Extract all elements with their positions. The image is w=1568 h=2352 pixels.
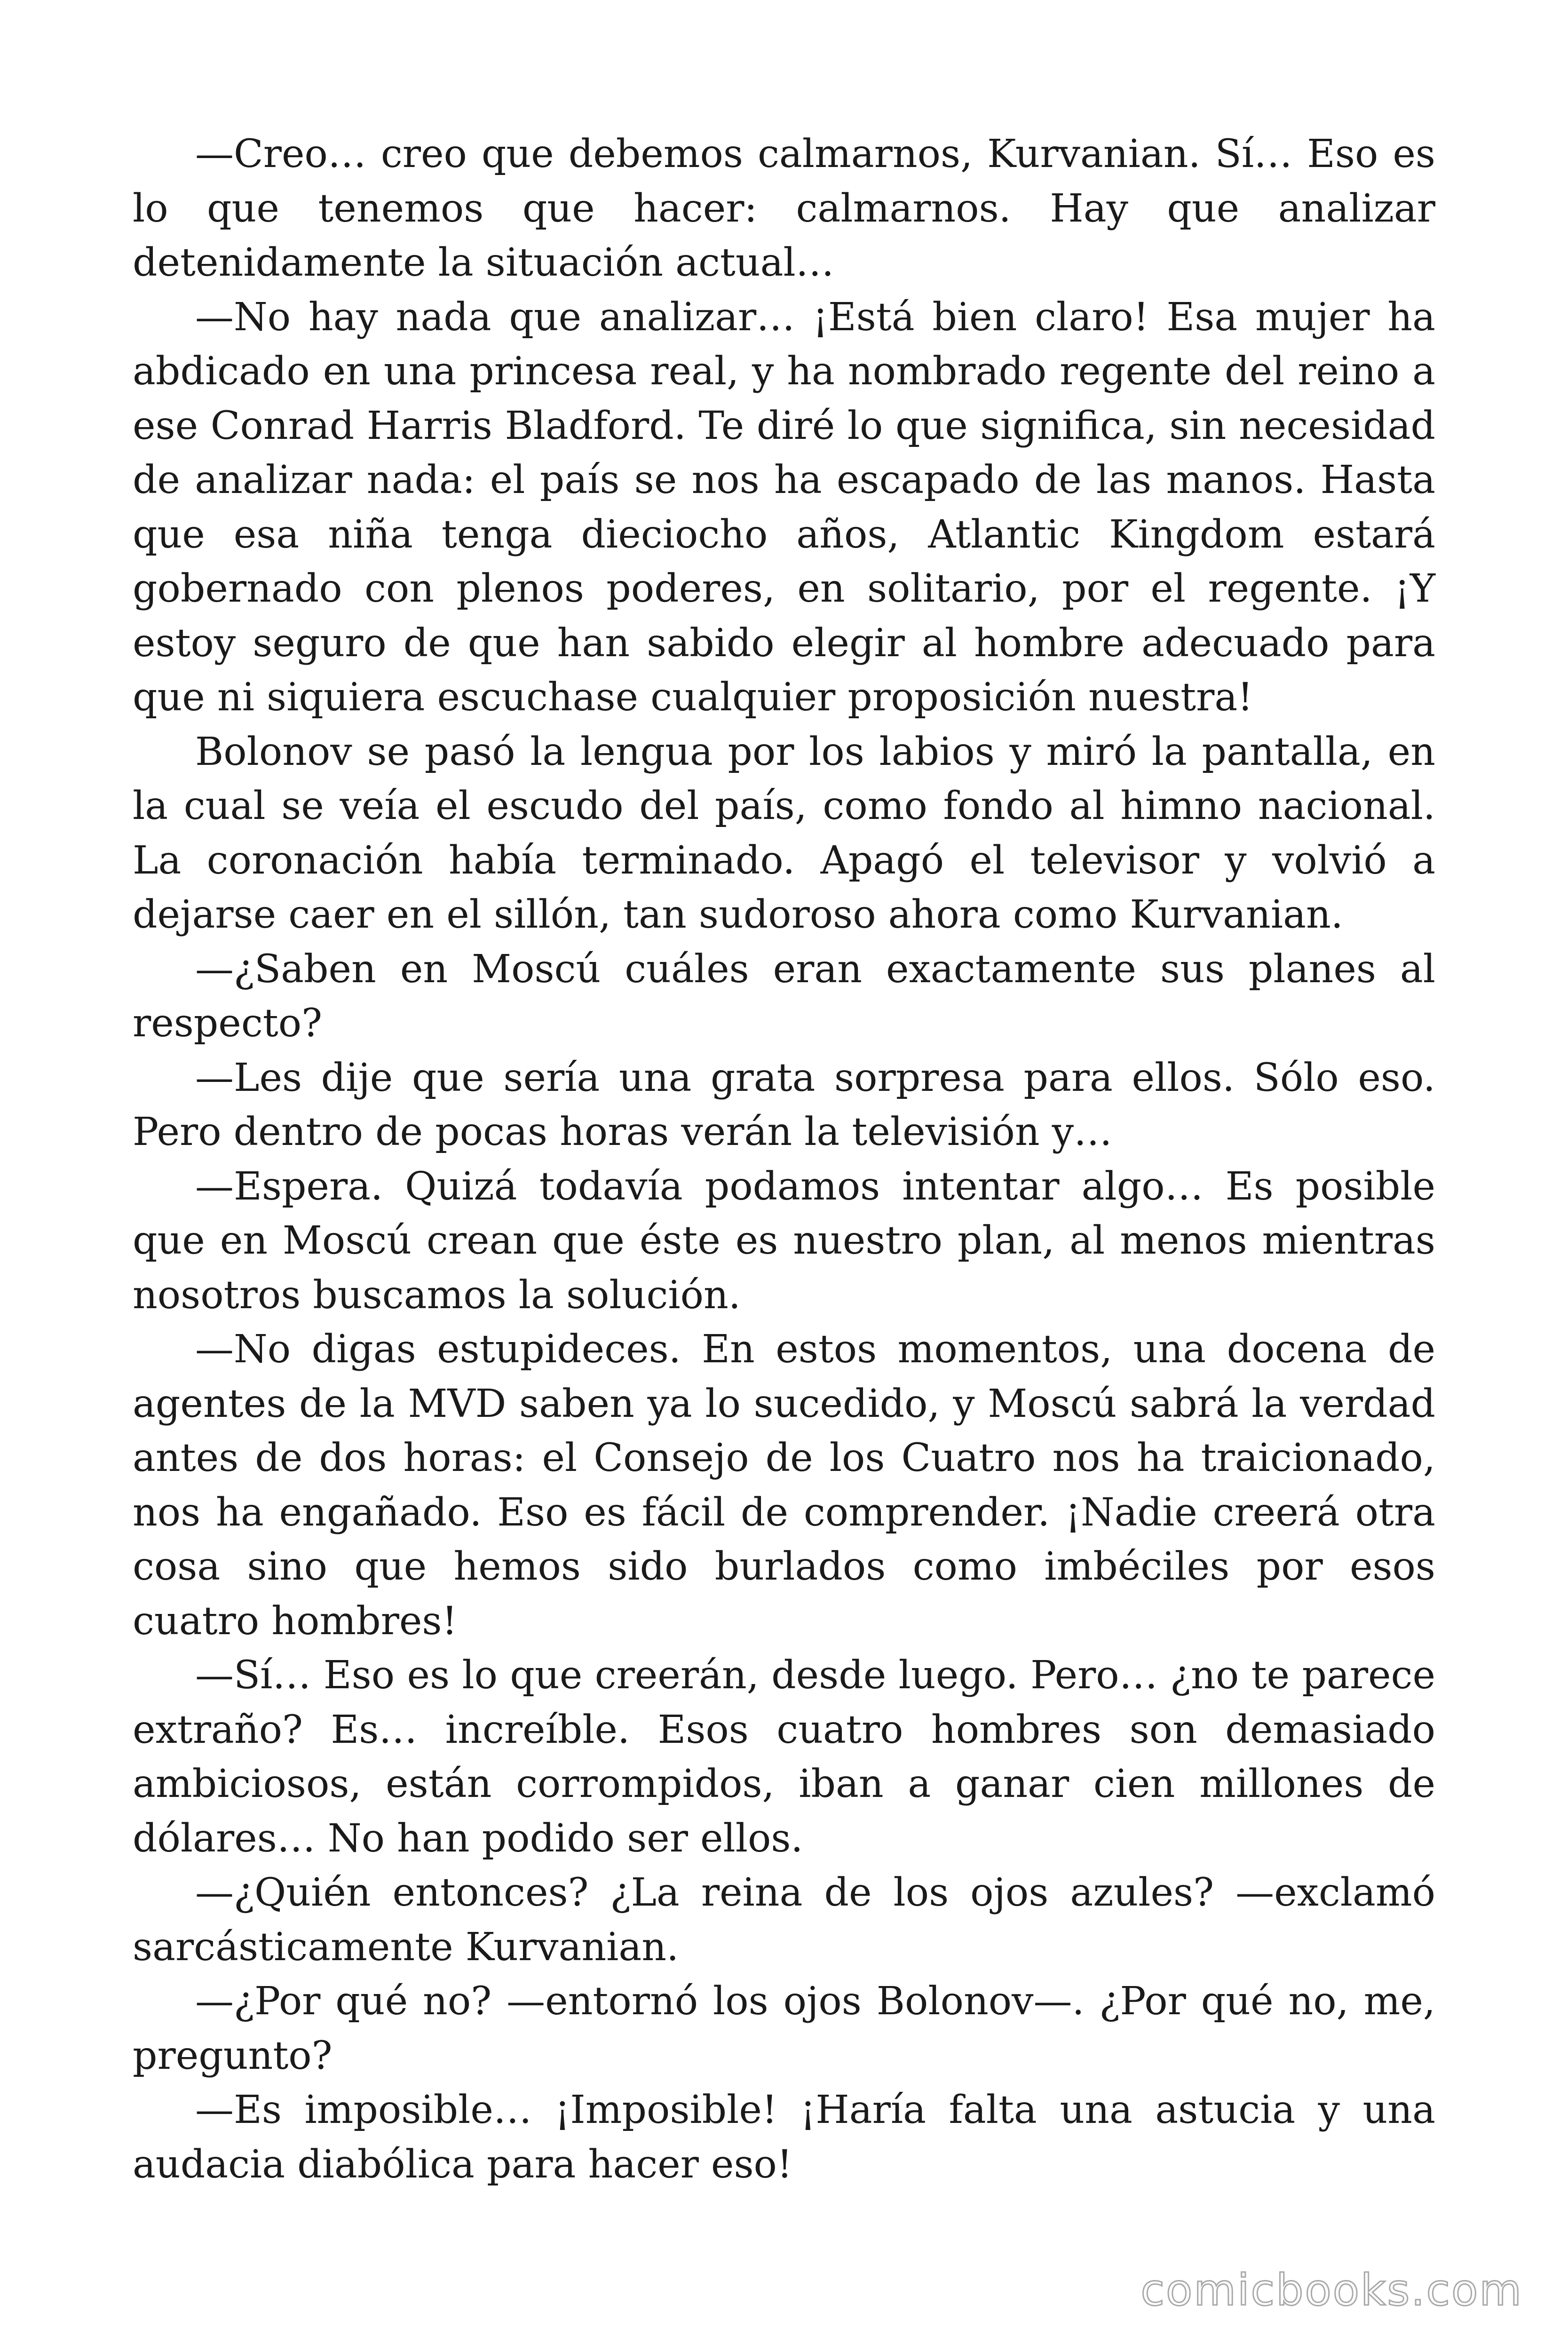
paragraph-3: Bolonov se pasó la lengua por los labios y miró la pantalla, en la cual se veía el escudo del país, como fondo al himno nacional. La coronación había terminado. Apagó el televisor y volvió a dejarse caer en el sillón, tan sudoroso ahora como Kurvanian. — [133, 729, 1435, 937]
paragraph-8: —Sí… Eso es lo que creerán, desde luego. Pero… ¿no te parece extraño? Es… increíble. Esos cuatro hombres son demasiado ambiciosos, están corrompidos, iban a ganar cien millones de dólares… No han podido ser ellos. — [133, 1653, 1435, 1861]
paragraph-1: —Creo… creo que debemos calmarnos, Kurvanian. Sí… Eso es lo que tenemos que hacer: calmarnos. Hay que analizar detenidamente la situación actual… — [133, 132, 1435, 285]
paragraph-9: —¿Quién entonces? ¿La reina de los ojos azules? —exclamó sarcásticamente Kurvanian. — [133, 1870, 1435, 1970]
watermark-logo: comicbooks.com — [1140, 2265, 1523, 2315]
paragraph-7: —No digas estupideces. En estos momentos, una docena de agentes de la MVD saben ya lo sucedido, y Moscú sabrá la verdad antes de dos horas: el Consejo de los Cuatro nos ha traicionado, nos ha engañado. Eso es fácil de comprender. ¡Nadie creerá otra cosa sino que hemos sido burlados como imbéciles por esos cuatro hombres! — [133, 1327, 1435, 1644]
paragraph-4: —¿Saben en Moscú cuáles eran exactamente sus planes al respecto? — [133, 946, 1435, 1046]
paragraph-5: —Les dije que sería una grata sorpresa para ellos. Sólo eso. Pero dentro de pocas horas verán la televisión y… — [133, 1055, 1435, 1154]
book-page-text — [133, 127, 1435, 2192]
paragraph-11: —Es imposible… ¡Imposible! ¡Haría falta una astucia y una audacia diabólica para hacer eso! — [133, 2088, 1435, 2187]
paragraph-6: —Espera. Quizá todavía podamos intentar algo… Es posible que en Moscú crean que éste es nuestro plan, al menos mientras nosotros buscamos la solución. — [133, 1164, 1435, 1318]
paragraph-10: —¿Por qué no? —entornó los ojos Bolonov—. ¿Por qué no, me, pregunto? — [133, 1979, 1435, 2078]
paragraph-2: —No hay nada que analizar… ¡Está bien claro! Esa mujer ha abdicado en una princesa real, y ha nombrado regente del reino a ese Conrad Harris Bladford. Te diré lo que significa, sin necesidad de analizar nada: el país se nos ha escapado de las manos. Hasta que esa niña tenga dieciocho años, Atlantic Kingdom estará gobernado con plenos poderes, en solitario, por el regente. ¡Y estoy seguro de que han sabido elegir al hombre adecuado para que ni siquiera escuchase cualquier proposición nuestra! — [133, 294, 1435, 720]
